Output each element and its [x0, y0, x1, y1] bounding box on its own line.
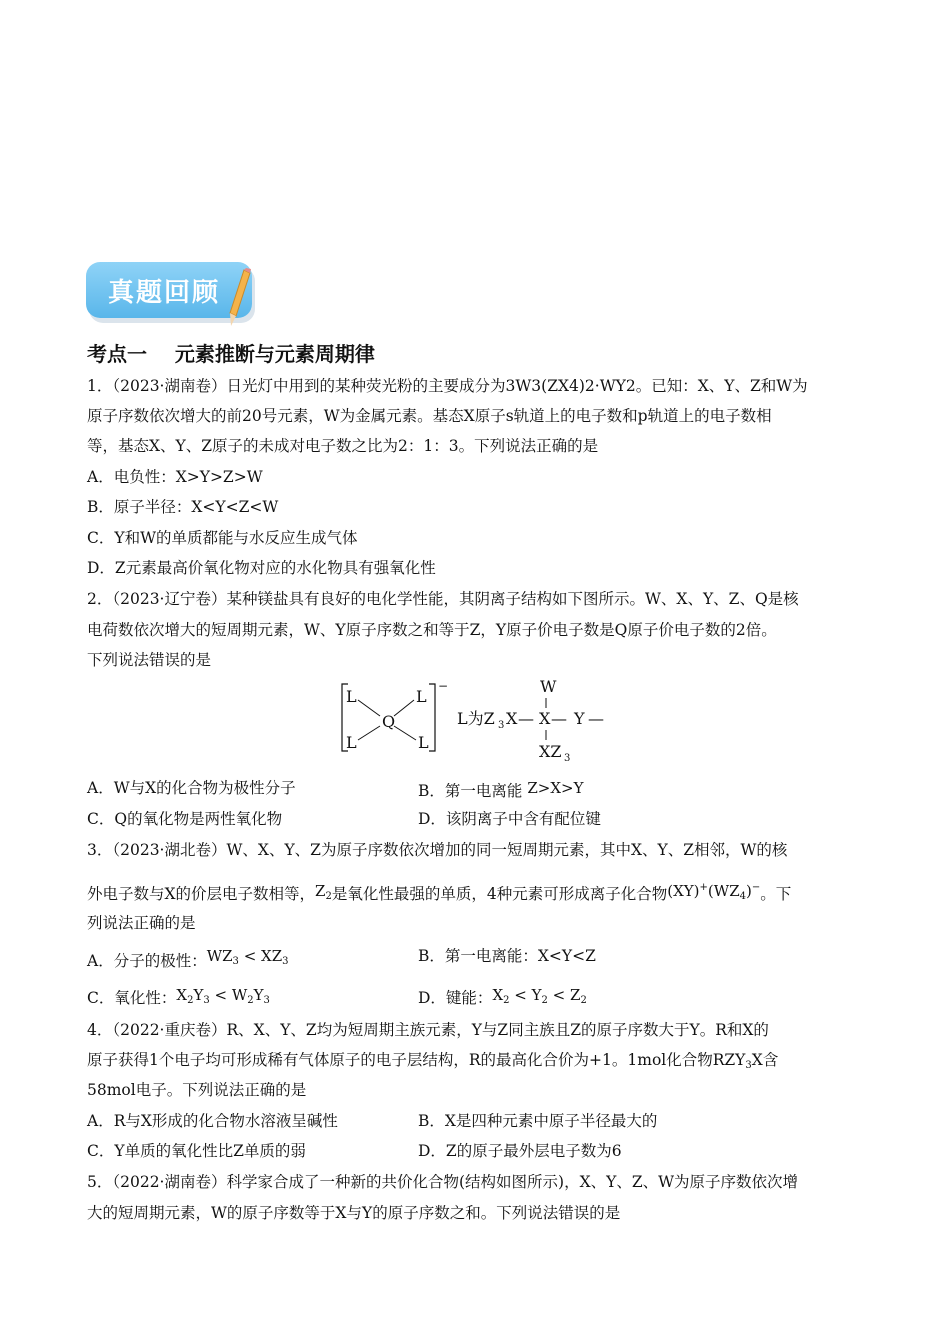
center-atom-q: Q: [382, 712, 396, 731]
ligand-bond-1: —: [518, 709, 534, 728]
pencil-icon: [226, 268, 252, 328]
ligand-l-bottom-left: L: [346, 733, 357, 752]
ligand-atom-y: Y: [574, 709, 585, 728]
q4-option-a: A．R与X形成的化合物水溶液呈碱性: [87, 1112, 338, 1130]
q3-option-c-formula: $X_2Y_3 < W_2Y_3$: [176, 986, 270, 1006]
q1-option-c: C．Y和W的单质都能与水反应生成气体: [87, 529, 358, 547]
anion-charge: −: [438, 679, 449, 693]
ligand-bond-2: —: [551, 709, 567, 728]
q4-line-1: 4．（2022·重庆卷）R、X、Y、Z均为短周期主族元素，Y与Z同主族且Z的原子序数大于Y。R和X的: [87, 1021, 769, 1039]
q3-option-d: D．键能：$X_2 < Y_2 < Z_2$: [418, 986, 587, 1007]
ligand-bond-3: —: [588, 709, 604, 728]
banner-text: 真题回顾: [108, 278, 221, 308]
q3-option-c: C．氧化性：$X_2Y_3 < W_2Y_3$: [87, 986, 270, 1007]
q2-option-b-formula: Z>X>Y: [527, 779, 584, 797]
q3-line-2-c: 。下: [760, 885, 792, 903]
ligand-atom-x-center: X: [539, 709, 551, 728]
q2-line-1: 2．（2023·辽宁卷）某种镁盐具有良好的电化学性能，其阴离子结构如下图所示。W、X、Y、Z、Q是核: [87, 590, 799, 608]
q3-option-a-formula: $WZ_3 < XZ_3$: [206, 947, 289, 967]
q1-line-1: 1．（2023·湖南卷）日光灯中用到的某种荧光粉的主要成分为3W3(ZX4)2·WY2。已知：X、Y、Z和W为: [87, 377, 808, 395]
q2-option-b-label: B．第一电离能: [418, 782, 523, 800]
q3-line-3: 列说法正确的是: [87, 914, 196, 932]
q2-option-a: A．W与X的化合物为极性分子: [87, 779, 296, 797]
q1-line-3: 等，基态X、Y、Z原子的未成对电子数之比为2：1：3。下列说法正确的是: [87, 437, 599, 455]
q4-line-3: 58mol电子。下列说法正确的是: [87, 1081, 307, 1099]
q1-option-d: D．Z元素最高价氧化物对应的水化物具有强氧化性: [87, 559, 436, 577]
q2-line-3: 下列说法错误的是: [87, 651, 212, 669]
q2-option-b: [418, 778, 583, 801]
q3-option-d-formula: $X_2 < Y_2 < Z_2$: [492, 986, 587, 1006]
q3-line-2: [87, 878, 791, 907]
q3-line-2-b: 是氧化性最强的单质，4种元素可形成离子化合物: [331, 885, 668, 903]
ligand-l-top-left: L: [346, 687, 357, 706]
q4-option-d: D．Z的原子最外层电子数为6: [418, 1142, 622, 1160]
section-title: 考点一 元素推断与元素周期律: [87, 342, 375, 366]
q1-option-b: B．原子半径：X<Y<Z<W: [87, 498, 279, 516]
q3-ionic-compound-formula: $(XY)^+(WZ_4)^-$: [667, 882, 761, 902]
ligand-description-prefix: L为Z: [457, 709, 495, 728]
q4-option-b: B．X是四种元素中原子半径最大的: [418, 1112, 658, 1130]
ligand-l-top-right: L: [416, 687, 427, 706]
ligand-l-bottom-right: L: [418, 733, 429, 752]
q3-line-2-a: 外电子数与X的价层电子数相等，: [87, 885, 316, 903]
q4-option-c: C．Y单质的氧化性比Z单质的弱: [87, 1142, 306, 1160]
q2-anion-structure-figure: [332, 676, 622, 766]
q3-option-b: B．第一电离能：X<Y<Z: [418, 947, 596, 965]
q1-option-a: A．电负性：X>Y>Z>W: [87, 468, 263, 486]
ligand-bottom-sub-3: 3: [564, 753, 571, 764]
ligand-bottom-xz: XZ: [539, 742, 562, 761]
q5-line-1: 5．（2022·湖南卷）科学家合成了一种新的共价化合物(结构如图所示)，X、Y、Z、W为原子序数依次增: [87, 1173, 799, 1191]
q5-line-2: 大的短周期元素，W的原子序数等于X与Y的原子序数之和。下列说法错误的是: [87, 1204, 621, 1222]
ligand-atom-x: X: [506, 709, 518, 728]
q3-z2-formula: $Z_2$: [315, 882, 332, 902]
q2-option-d: D．该阴离子中含有配位键: [418, 810, 601, 828]
q4-line-2: 原子获得1个电子均可形成稀有气体原子的电子层结构，R的最高化合价为+1。1mol化合物$RZY_3X$含: [87, 1051, 779, 1071]
q3-line-1: 3．（2023·湖北卷）W、X、Y、Z为原子序数依次增加的同一短周期元素，其中X、Y、Z相邻，W的核: [87, 841, 788, 859]
q1-line-2: 原子序数依次增大的前20号元素，W为金属元素。基态X原子s轨道上的电子数和p轨道上的电子数相: [87, 407, 772, 425]
q2-option-c: C．Q的氧化物是两性氧化物: [87, 810, 283, 828]
ligand-atom-w: W: [540, 677, 557, 696]
q2-line-2: 电荷数依次增大的短周期元素，W、Y原子序数之和等于Z，Y原子价电子数是Q原子价电子数的2倍。: [87, 621, 777, 639]
ligand-sub-3: 3: [498, 720, 505, 731]
q3-option-a: A．分子的极性：$WZ_3 < XZ_3$: [87, 947, 289, 970]
